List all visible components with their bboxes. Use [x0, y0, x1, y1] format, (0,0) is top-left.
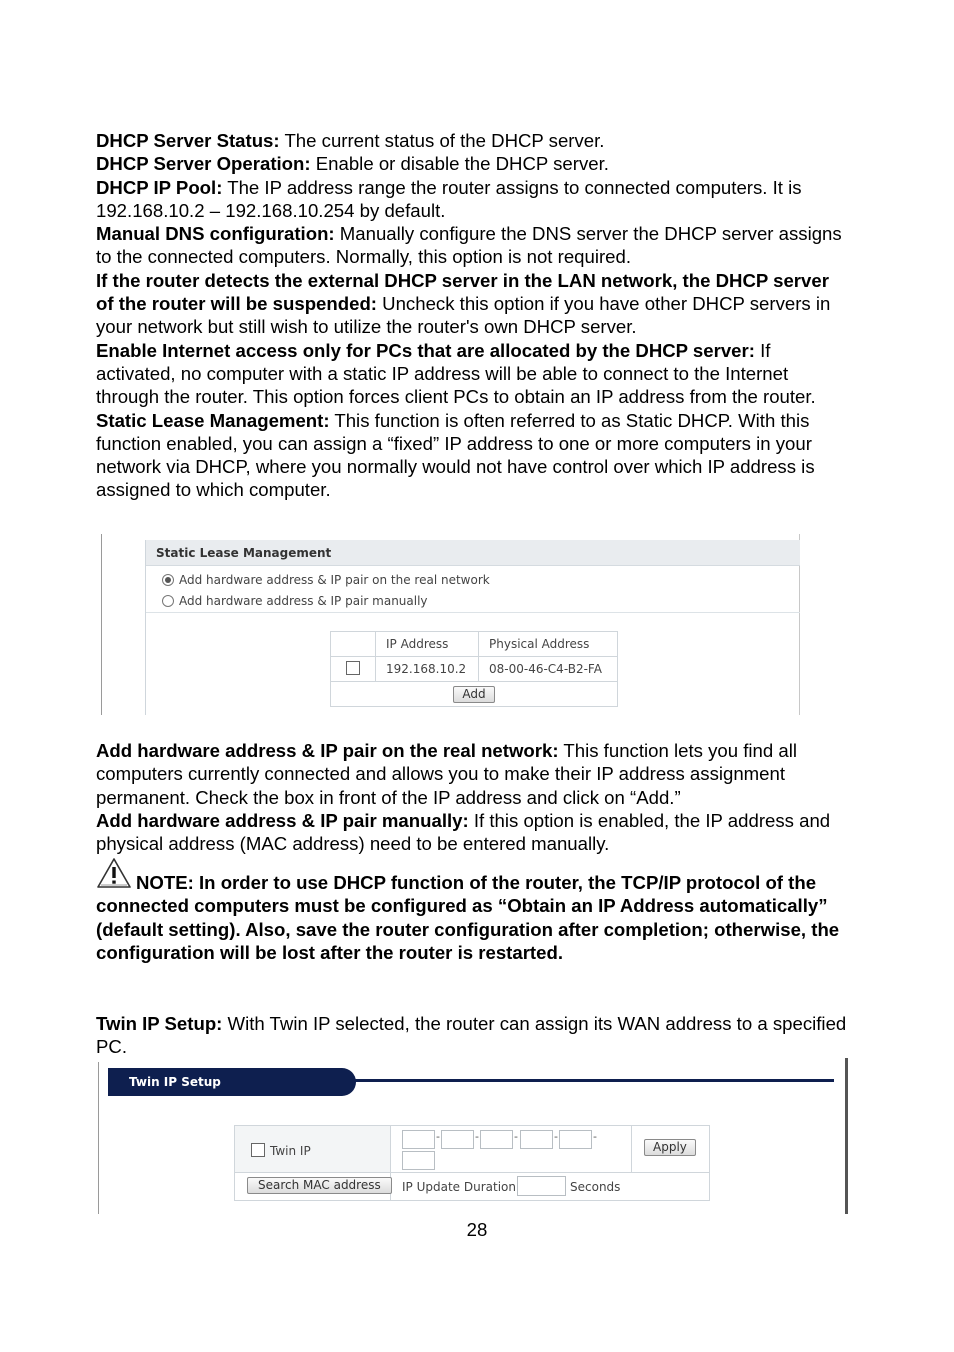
header-empty-cell — [331, 632, 376, 657]
dhcp-status-label: DHCP Server Status: — [96, 130, 280, 151]
grid-divider — [631, 1126, 632, 1172]
ip-pool-text: The IP address range the router assigns to connected computers. It is 192.168.10.2 – 192.168.10.254 by default. — [96, 176, 802, 221]
real-network-text — [96, 739, 848, 855]
manual-dns-text: Manually configure the DNS server the DHCP server assigns to the connected computers. Normally, this option is not required. — [96, 223, 842, 268]
manual-pair-label: Add hardware address & IP pair manually: — [96, 809, 469, 831]
ip-pool-label: DHCP IP Pool: — [96, 176, 223, 198]
intro-text — [96, 129, 848, 502]
detect-external-paragraph — [96, 269, 848, 339]
enable-internet-paragraph — [96, 339, 848, 409]
real-network-label: Add hardware address & IP pair on the real network: — [96, 740, 559, 761]
twin-ip-text — [96, 1012, 848, 1059]
manual-dns-label: Manual DNS configuration: — [96, 223, 335, 245]
enable-internet-label: Enable Internet access only for PCs that are allocated by the DHCP server: — [96, 339, 755, 361]
twin-ip-checkbox-label: Twin IP — [270, 1144, 311, 1158]
twin-ip-label: Twin IP Setup: — [96, 1013, 223, 1034]
dhcp-status-paragraph — [96, 129, 848, 152]
dhcp-status-text: The current status of the DHCP server. — [279, 130, 605, 151]
row-ip: 192.168.10.2 — [376, 657, 479, 682]
real-network-description: This function lets you find all computers currently connected and allows you to make their IP address assignment permanent. Check the box in front of the IP address and click on “Add.” — [96, 740, 797, 808]
static-lease-header: Static Lease Management — [146, 540, 800, 566]
divider — [146, 612, 800, 613]
note-text — [96, 871, 848, 964]
radio-real-network-row[interactable] — [162, 573, 490, 587]
twin-ip-tab: Twin IP Setup — [108, 1068, 356, 1096]
static-lease-label: Static Lease Management: — [96, 409, 330, 431]
ip-pool-paragraph — [96, 176, 848, 223]
manual-dns-paragraph — [96, 222, 848, 269]
add-button[interactable]: Add — [453, 686, 494, 703]
row-checkbox-cell — [331, 657, 376, 682]
radio-real-network[interactable] — [162, 574, 174, 586]
mac-field-4[interactable] — [520, 1130, 553, 1149]
separator: - — [436, 1130, 440, 1143]
update-duration-label: IP Update Duration — [402, 1180, 516, 1194]
manual-pair-description: If this option is enabled, the IP address and physical address (MAC address) need to be entered manually. — [96, 809, 831, 855]
update-duration-input[interactable] — [517, 1176, 566, 1196]
static-lease-paragraph — [96, 409, 848, 502]
frame-border-right — [845, 1058, 848, 1214]
add-row — [331, 682, 618, 707]
twin-ip-form — [234, 1125, 710, 1201]
real-network-paragraph — [96, 739, 848, 809]
seconds-label: Seconds — [570, 1180, 621, 1194]
table-row — [331, 657, 618, 682]
manual-pair-paragraph — [96, 809, 848, 856]
search-mac-button[interactable]: Search MAC address — [247, 1177, 392, 1194]
radio-manual-row[interactable] — [162, 594, 428, 608]
frame-border-left — [101, 534, 102, 715]
mac-field-3[interactable] — [480, 1130, 513, 1149]
twin-ip-description: With Twin IP selected, the router can assign its WAN address to a specified PC. — [96, 1013, 847, 1058]
frame-border-left — [98, 1062, 99, 1214]
dhcp-operation-paragraph — [96, 152, 848, 175]
radio-manual-label: Add hardware address & IP pair manually — [179, 594, 428, 608]
mac-field-1[interactable] — [402, 1130, 435, 1149]
tab-underline — [348, 1079, 834, 1082]
mac-field-6[interactable] — [402, 1151, 435, 1170]
radio-manual[interactable] — [162, 595, 174, 607]
radio-real-network-label: Add hardware address & IP pair on the real network — [179, 573, 490, 587]
static-lease-panel — [145, 540, 801, 715]
separator: - — [475, 1130, 479, 1143]
static-lease-screenshot — [101, 534, 801, 715]
column-header-ip: IP Address — [376, 632, 479, 657]
twin-ip-screenshot — [98, 1058, 854, 1214]
dhcp-operation-text: Enable or disable the DHCP server. — [310, 153, 609, 175]
separator: - — [593, 1130, 597, 1143]
page-number: 28 — [466, 1219, 488, 1240]
apply-button[interactable]: Apply — [644, 1139, 696, 1156]
twin-ip-paragraph — [96, 1012, 848, 1059]
static-lease-text: This function is often referred to as Static DHCP. With this function enabled, you can assign a “fixed” IP address to one or more computers in your network via DHCP, where you normally would not have control over which IP address is assigned to which computer. — [96, 409, 815, 501]
separator: - — [514, 1130, 518, 1143]
enable-internet-text: If activated, no computer with a static IP address will be able to connect to the Internet through the router. This option forces client PCs to obtain an IP address from the router. — [96, 339, 816, 408]
lease-table-header — [331, 632, 618, 657]
mac-field-5[interactable] — [559, 1130, 592, 1149]
lease-table — [330, 631, 618, 707]
twin-ip-checkbox[interactable] — [251, 1143, 265, 1157]
separator: - — [554, 1130, 558, 1143]
grid-divider — [235, 1172, 709, 1173]
row-mac: 08-00-46-C4-B2-FA — [479, 657, 618, 682]
column-header-mac: Physical Address — [479, 632, 618, 657]
dhcp-operation-label: DHCP Server Operation: — [96, 153, 311, 175]
note-paragraph: NOTE: In order to use DHCP function of the router, the TCP/IP protocol of the connected computers must be configured as “Obtain an IP Address automatically” (default setting). Also, save the router configuration after completion; otherwise, the configuration will be lost after the router is restarted. — [96, 872, 840, 963]
detect-external-label: If the router detects the external DHCP server in the LAN network, the DHCP server of the router will be suspended: — [96, 269, 829, 315]
row-checkbox[interactable] — [346, 661, 360, 675]
mac-field-2[interactable] — [441, 1130, 474, 1149]
add-cell — [331, 682, 618, 707]
detect-external-text: Uncheck this option if you have other DHCP servers in your network but still wish to utilize the router's own DHCP server. — [96, 293, 831, 338]
